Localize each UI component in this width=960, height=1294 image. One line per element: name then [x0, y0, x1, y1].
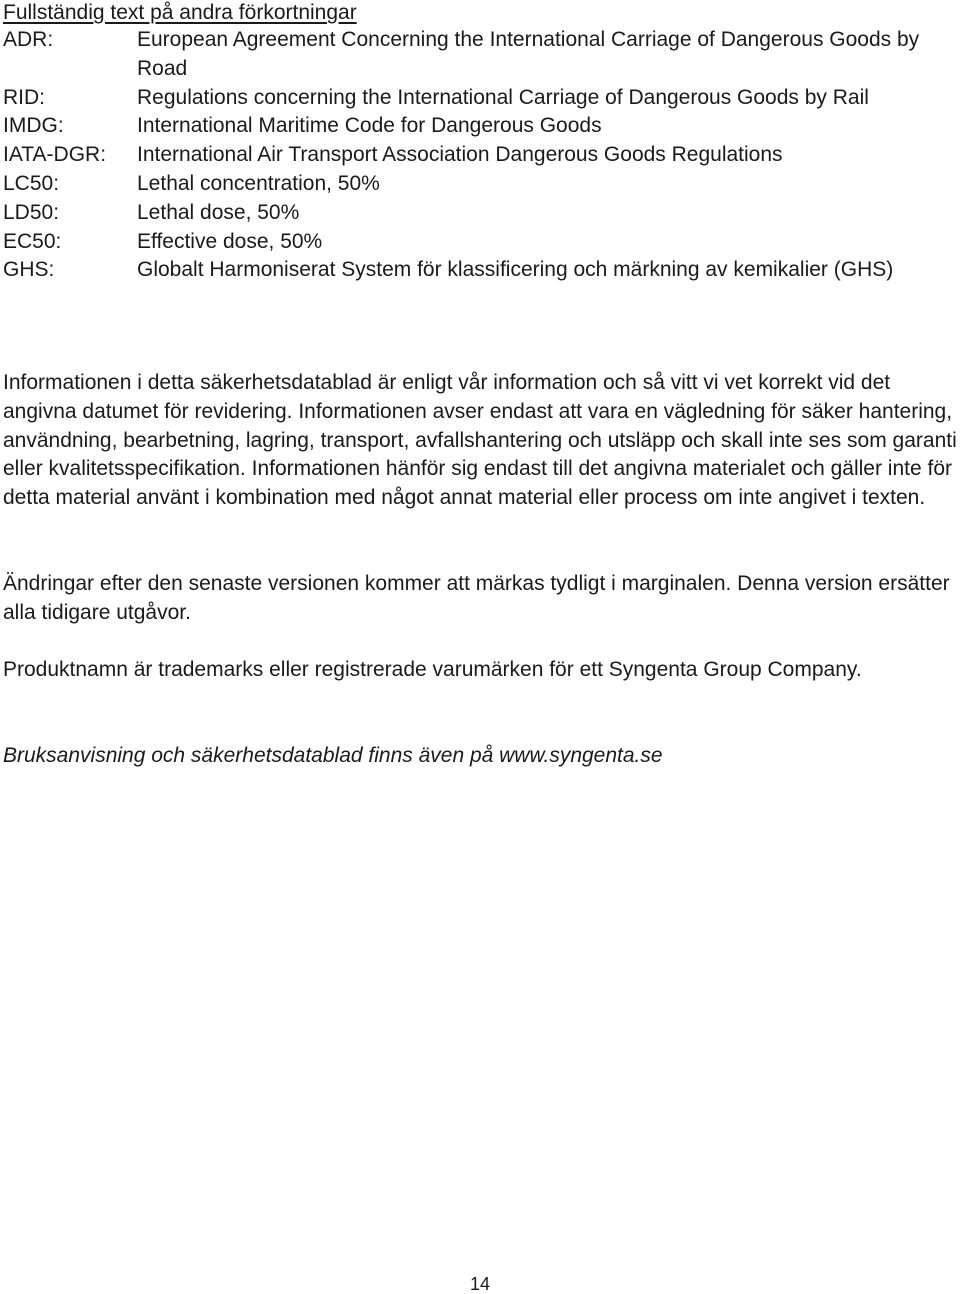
abbreviation-term: RID:: [3, 85, 45, 109]
abbreviation-definition: Lethal concentration, 50%: [137, 171, 380, 195]
abbreviation-row: [3, 26, 958, 84]
abbreviation-row: [3, 256, 958, 285]
abbreviation-definition: International Maritime Code for Dangerous Goods: [137, 114, 602, 138]
abbreviation-row: [3, 199, 958, 228]
abbreviation-definition: European Agreement Concerning the International Carriage of Dangerous Goods by Road: [137, 28, 920, 80]
changes-paragraph: Ändringar efter den senaste versionen kommer att märkas tydligt i marginalen. Denna version ersätter alla tidigare utgåvor.: [3, 572, 950, 624]
abbreviation-term: LC50:: [3, 171, 60, 195]
abbreviation-row: [3, 112, 958, 141]
abbreviation-row: [3, 141, 958, 170]
section-heading: Fullständig text på andra förkortningar: [3, 1, 357, 24]
abbreviation-row: [3, 228, 958, 257]
abbreviation-definition: Effective dose, 50%: [137, 229, 323, 253]
abbreviation-definition: Regulations concerning the International Carriage of Dangerous Goods by Rail: [137, 85, 869, 109]
abbreviation-definition: Lethal dose, 50%: [137, 200, 300, 224]
abbreviation-term: GHS:: [3, 258, 55, 282]
abbreviation-row: [3, 170, 958, 199]
abbreviation-definition: Globalt Harmoniserat System för klassificering och märkning av kemikalier (GHS): [137, 258, 894, 282]
disclaimer-paragraph: Informationen i detta säkerhetsdatablad är enligt vår information och så vitt vi vet korrekt vid det angivna datumet för revidering. Informationen avser endast att vara en vägledning för säker hantering, användning, bearbetning, lagring, transport, avfallshantering och utsläpp och skall inte ses som garanti eller kvalitetsspecifikation. Informationen hänför sig endast till det angivna materialet och gäller inte för detta material använt i kombination med något annat material eller process om inte angivet i texten.: [3, 371, 957, 510]
abbreviation-term: EC50:: [3, 229, 62, 253]
page-number: 14: [469, 1274, 491, 1294]
abbreviation-term: LD50:: [3, 200, 60, 224]
abbreviation-term: IMDG:: [3, 114, 64, 138]
trademarks-paragraph: Produktnamn är trademarks eller registrerade varumärken för ett Syngenta Group Company.: [3, 658, 862, 681]
abbreviation-term: IATA-DGR:: [3, 143, 107, 167]
abbreviation-row: [3, 84, 958, 113]
website-note: Bruksanvisning och säkerhetsdatablad finns även på www.syngenta.se: [3, 744, 663, 767]
abbreviation-list: [3, 26, 958, 285]
abbreviation-term: ADR:: [3, 28, 54, 51]
abbreviation-definition: International Air Transport Association Dangerous Goods Regulations: [137, 143, 783, 167]
